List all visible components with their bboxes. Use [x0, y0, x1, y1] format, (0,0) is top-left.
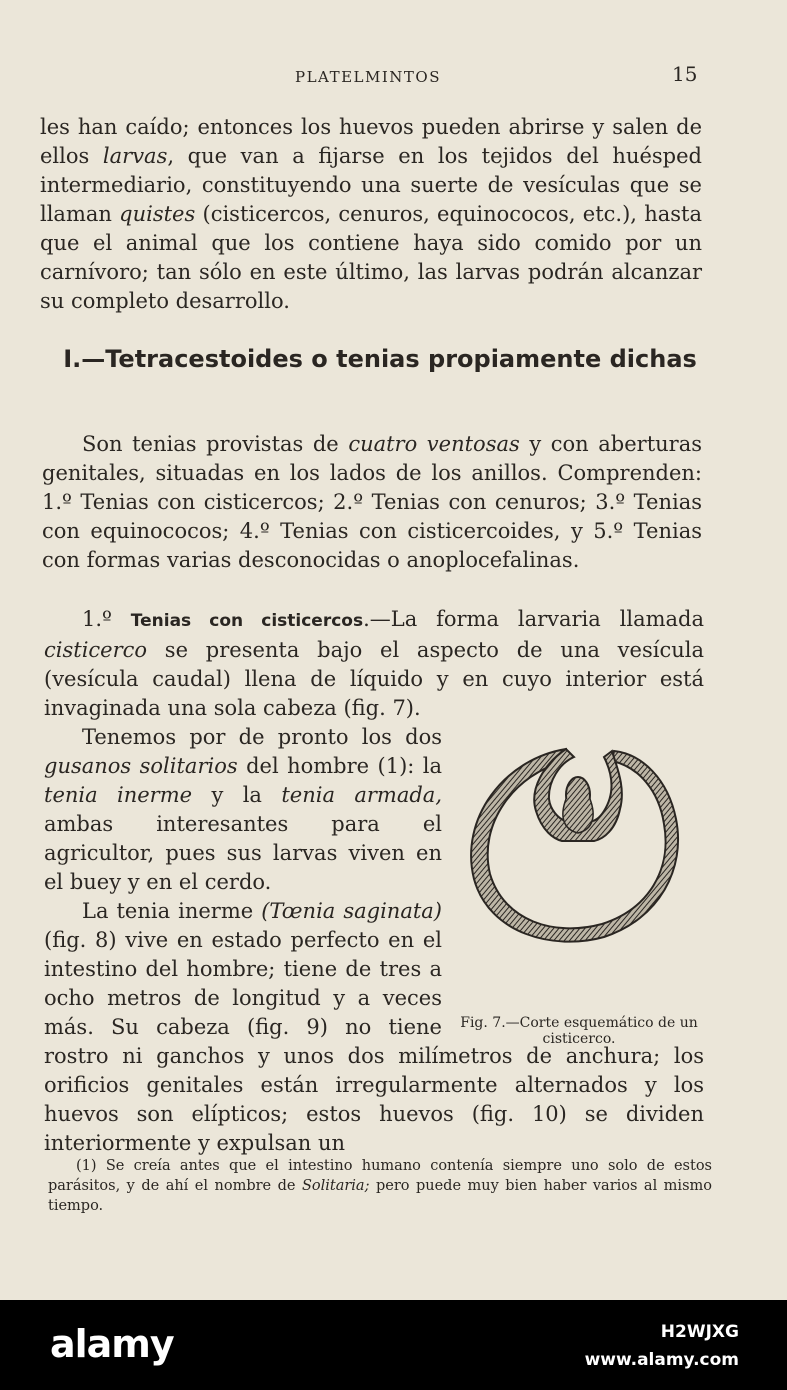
section-heading: I.—Tetracestoides o tenias propiamente dichas	[63, 345, 697, 373]
stock-image-id: H2WJXG	[660, 1322, 739, 1342]
page-number: 15	[672, 62, 698, 86]
paragraph-larvae-cysts: les han caído; entonces los huevos pueden abrirse y salen de ellos larvas, que van a fijarse en los tejidos del huésped intermediario, constituyendo una suerte de vesículas que se llaman quistes (cisticercos, cenuros, equinococos, etc.), hasta que el animal que los contiene haya sido comido por un carnívoro; tan sólo en este último, las larvas podrán alcanzar su completo desarrollo.	[40, 115, 702, 313]
paragraph-tenia-inerme: La tenia inerme (Tœnia saginata) (fig. 8) vive en estado perfecto en el intestino del hombre; tiene de tres a ocho metros de longitud y a veces más. Su cabeza (fig. 9) no tiene rostro ni ganchos y unos dos milímetros de anchura; los orificios genitales están irregularmente alternados y los huevos son elípticos; estos huevos (fig. 10) se dividen interiormente y expulsan un	[44, 899, 704, 1155]
figure-caption: Fig. 7.—Corte esquemático de un cisticerco.	[460, 1015, 698, 1047]
paragraph-tetracestoides: Son tenias provistas de cuatro ventosas y con aberturas genitales, situadas en los lados de los anillos. Comprenden: 1.º Tenias con cisticercos; 2.º Tenias con cenuros; 3.º Tenias con equinococos; 4.º Tenias con cisticercoides, y 5.º Tenias con formas varias desconocidas o anoplocefalinas.	[42, 432, 702, 572]
page-header	[0, 62, 787, 92]
cisticerco-section-illustration	[454, 729, 704, 959]
footnote	[48, 1156, 712, 1216]
paragraph-cisticerco-intro: 1.º Tenias con cisticercos.—La forma larvaria llamada cisticerco se presenta bajo el aspecto de una vesícula (vesícula caudal) llena de líquido y en cuyo interior está invaginada una sola cabeza (fig. 7).	[44, 607, 704, 720]
paragraph-gusanos-solitarios: Tenemos por de pronto los dos gusanos solitarios del hombre (1): la tenia inerme y la tenia armada, ambas interesantes para el agricultor, pues sus larvas viven en el buey y en el cerdo.	[44, 725, 443, 894]
subsection-title: Tenias con cisticercos	[130, 611, 364, 631]
running-head: PLATELMINTOS	[295, 68, 441, 86]
stock-watermark-bar	[0, 1300, 787, 1390]
subsection-cisticercos	[44, 605, 704, 1158]
stock-logo: alamy	[50, 1322, 174, 1366]
footnote-text: (1) Se creía antes que el intestino humano contenía siempre uno solo de estos parásitos, y de ahí el nombre de Solitaria; pero puede muy bien haber varios al mismo tiempo.	[48, 1158, 712, 1214]
figure-cisticerco	[454, 723, 704, 1047]
stock-url: www.alamy.com	[584, 1350, 739, 1370]
